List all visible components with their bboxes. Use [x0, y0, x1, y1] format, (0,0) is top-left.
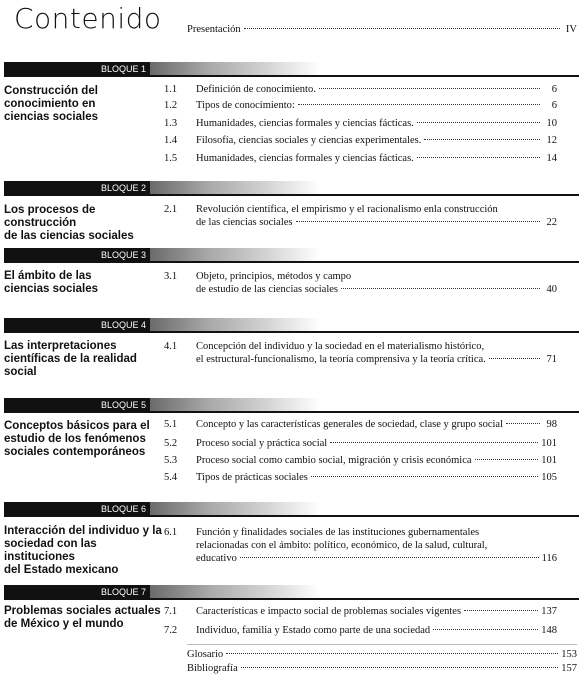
- entry-label: Tipos de conocimiento:: [196, 100, 295, 111]
- bloque-bar: [4, 248, 579, 262]
- item-number: 1.3: [164, 118, 178, 129]
- entry-page: 101: [541, 438, 557, 449]
- item-number: 5.2: [164, 438, 178, 449]
- dot-leader: [311, 476, 538, 477]
- heading-line: conocimiento en: [4, 98, 96, 110]
- toc-entry[interactable]: [196, 418, 557, 431]
- item-number: 1.1: [164, 84, 178, 95]
- entry-page: 148: [541, 625, 557, 636]
- dot-leader: [319, 88, 540, 89]
- entry-last-line: [196, 152, 557, 165]
- heading-line: de las ciencias sociales: [4, 230, 134, 242]
- bloque-label: BLOQUE 6: [100, 504, 146, 514]
- heading-line: del Estado mexicano: [4, 564, 119, 576]
- entry-label: Tipos de prácticas sociales: [196, 472, 308, 483]
- entry-page: IV: [565, 24, 577, 35]
- entry-page: 6: [551, 100, 557, 111]
- toc-entry-glosario[interactable]: [187, 648, 577, 661]
- entry-label: Humanidades, ciencias formales y ciencias fácticas.: [196, 118, 414, 129]
- toc-entry[interactable]: [196, 270, 557, 296]
- bloque-label: BLOQUE 1: [100, 64, 146, 74]
- entry-page: 153: [561, 649, 577, 660]
- entry-label: el estructural-funcionalismo, la teoría comprensiva y la teoría crítica.: [196, 354, 486, 365]
- toc-entry[interactable]: [196, 454, 557, 467]
- bar-gradient: [150, 318, 320, 332]
- bloque-bar: [4, 181, 579, 195]
- entry-page: 12: [546, 135, 557, 146]
- dot-leader: [417, 122, 540, 123]
- item-number: 6.1: [164, 527, 178, 538]
- heading-line: de México y el mundo: [4, 618, 124, 630]
- bar-rule: [4, 515, 579, 517]
- entry-page: 105: [541, 472, 557, 483]
- entry-last-line: [196, 99, 557, 112]
- entry-label: Concepto y las características generales de sociedad, clase y grupo social: [196, 419, 503, 430]
- entry-line: Revolución científica, el empirismo y el racionalismo enla construcción: [196, 204, 498, 215]
- heading-line: estudio de los fenómenos: [4, 433, 146, 445]
- entry-last-line: [196, 454, 557, 467]
- item-number: 1.2: [164, 100, 178, 111]
- entry-label: Características e impacto social de problemas sociales vigentes: [196, 606, 462, 617]
- entry-label: Individuo, familia y Estado como parte de una sociedad: [196, 625, 431, 636]
- page-title: Contenido: [14, 2, 162, 35]
- toc-entry[interactable]: [196, 605, 557, 618]
- entry-page: 157: [561, 663, 577, 674]
- entry-page: 101: [541, 455, 557, 466]
- entry-label: Bibliografía: [187, 663, 238, 674]
- bloque-bar: [4, 318, 579, 332]
- dot-leader: [417, 157, 540, 158]
- entry-label: Proceso social como cambio social, migración y crisis económica: [196, 455, 472, 466]
- block-heading: [4, 204, 162, 243]
- entry-label: Humanidades, ciencias formales y ciencias fácticas.: [196, 153, 414, 164]
- dot-leader: [226, 653, 558, 654]
- entry-line: Objeto, principios, métodos y campo: [196, 271, 352, 282]
- dot-leader: [433, 629, 538, 630]
- toc-entry[interactable]: [196, 340, 557, 366]
- toc-entry[interactable]: [196, 117, 557, 130]
- bar-rule: [4, 75, 579, 77]
- entry-line: Función y finalidades sociales de las instituciones gubernamentales: [196, 527, 480, 538]
- dot-leader: [240, 557, 539, 558]
- block-heading: [4, 525, 162, 577]
- item-number: 2.1: [164, 204, 178, 215]
- entry-last-line: [196, 216, 557, 229]
- heading-line: ciencias sociales: [4, 283, 98, 295]
- bar-gradient: [150, 502, 320, 516]
- dot-leader: [341, 288, 540, 289]
- heading-line: Las interpretaciones: [4, 340, 117, 352]
- bar-gradient: [150, 181, 320, 195]
- entry-last-line: [196, 418, 557, 431]
- entry-line: Concepción del individuo y la sociedad en el materialismo histórico,: [196, 341, 485, 352]
- toc-entry[interactable]: [196, 471, 557, 484]
- toc-entry[interactable]: [196, 152, 557, 165]
- block-heading: [4, 420, 162, 459]
- dot-leader: [424, 139, 540, 140]
- entry-label: Definición de conocimiento.: [196, 84, 316, 95]
- bloque-label: BLOQUE 3: [100, 250, 146, 260]
- entry-last-line: [196, 117, 557, 130]
- entry-label: educativo: [196, 553, 237, 564]
- bloque-label: BLOQUE 5: [100, 400, 146, 410]
- heading-line: Interacción del individuo y la: [4, 525, 162, 537]
- bar-rule: [4, 598, 579, 600]
- entry-page: 10: [546, 118, 557, 129]
- dot-leader: [241, 667, 559, 668]
- block-heading: [4, 340, 162, 379]
- toc-entry[interactable]: [196, 437, 557, 450]
- entry-label: de estudio de las ciencias sociales: [196, 284, 338, 295]
- bar-gradient: [150, 248, 320, 262]
- item-number: 4.1: [164, 341, 178, 352]
- entry-last-line: [196, 605, 557, 618]
- bloque-label: BLOQUE 7: [100, 587, 146, 597]
- dot-leader: [244, 28, 560, 29]
- heading-line: El ámbito de las: [4, 270, 92, 282]
- entry-page: 22: [546, 217, 557, 228]
- entry-last-line: [196, 624, 557, 637]
- entry-page: 98: [546, 419, 557, 430]
- bar-gradient: [150, 585, 320, 599]
- heading-line: Conceptos básicos para el: [4, 420, 150, 432]
- bar-rule: [4, 411, 579, 413]
- bloque-label: BLOQUE 4: [100, 320, 146, 330]
- entry-last-line: [196, 134, 557, 147]
- heading-line: social: [4, 366, 37, 378]
- bloque-bar: [4, 585, 579, 599]
- entry-label: Filosofía, ciencias sociales y ciencias experimentales.: [196, 135, 422, 146]
- entry-last-line: [196, 552, 557, 565]
- bar-rule: [4, 331, 579, 333]
- bloque-bar: [4, 502, 579, 516]
- toc-entry[interactable]: [196, 526, 557, 565]
- entry-page: 137: [541, 606, 557, 617]
- toc-entry[interactable]: [196, 99, 557, 112]
- item-number: 3.1: [164, 271, 178, 282]
- dot-leader: [506, 423, 540, 424]
- bar-gradient: [150, 62, 320, 76]
- heading-line: sociales contemporáneos: [4, 446, 146, 458]
- entry-label: Glosario: [187, 649, 224, 660]
- entry-page: 14: [546, 153, 557, 164]
- toc-entry[interactable]: [196, 83, 557, 96]
- heading-line: Problemas sociales actuales: [4, 605, 161, 617]
- item-number: 7.2: [164, 625, 178, 636]
- dot-leader: [330, 442, 538, 443]
- item-number: 1.5: [164, 153, 178, 164]
- item-number: 5.1: [164, 419, 178, 430]
- bar-rule: [4, 194, 579, 196]
- item-number: 7.1: [164, 606, 178, 617]
- bar-rule: [4, 261, 579, 263]
- item-number: 5.3: [164, 455, 178, 466]
- heading-line: Construcción del: [4, 85, 98, 97]
- bar-gradient: [150, 398, 320, 412]
- toc-entry-bibliografia[interactable]: [187, 662, 577, 675]
- item-number: 5.4: [164, 472, 178, 483]
- heading-line: ciencias sociales: [4, 111, 98, 123]
- item-number: 1.4: [164, 135, 178, 146]
- toc-entry[interactable]: [196, 624, 557, 637]
- toc-entry-presentation[interactable]: [187, 23, 577, 36]
- bloque-bar: [4, 398, 579, 412]
- heading-line: científicas de la realidad: [4, 353, 137, 365]
- block-heading: [4, 605, 162, 631]
- entry-line: relacionadas con el ámbito: político, económico, de la salud, cultural,: [196, 540, 488, 551]
- dot-leader: [475, 459, 539, 460]
- end-matter-rule: [187, 644, 577, 645]
- entry-last-line: [196, 471, 557, 484]
- heading-line: Los procesos de construcción: [4, 204, 96, 229]
- entry-page: 40: [546, 284, 557, 295]
- entry-last-line: [196, 437, 557, 450]
- entry-label: Proceso social y práctica social: [196, 438, 328, 449]
- entry-last-line: [196, 353, 557, 366]
- entry-last-line: [196, 283, 557, 296]
- entry-last-line: [196, 83, 557, 96]
- bloque-bar: [4, 62, 579, 76]
- toc-entry[interactable]: [196, 203, 557, 229]
- entry-page: 116: [541, 553, 557, 564]
- dot-leader: [298, 104, 540, 105]
- entry-label: Presentación: [187, 24, 241, 35]
- toc-entry[interactable]: [196, 134, 557, 147]
- entry-label: de las ciencias sociales: [196, 217, 293, 228]
- block-heading: [4, 270, 162, 296]
- bloque-label: BLOQUE 2: [100, 183, 146, 193]
- block-heading: [4, 85, 162, 124]
- dot-leader: [296, 221, 541, 222]
- heading-line: sociedad con las instituciones: [4, 538, 97, 563]
- entry-page: 6: [551, 84, 557, 95]
- dot-leader: [489, 358, 540, 359]
- entry-page: 71: [546, 354, 557, 365]
- dot-leader: [464, 610, 538, 611]
